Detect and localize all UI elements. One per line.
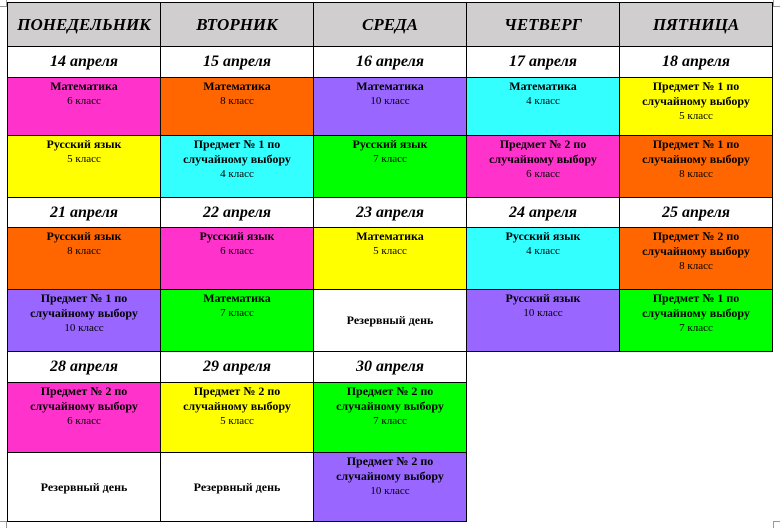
- lesson-subject: Математика: [509, 79, 577, 93]
- lesson-subject: Русский язык: [505, 291, 581, 305]
- lesson-grade: 5 класс: [679, 110, 713, 122]
- lesson-grade: 8 класс: [67, 245, 101, 257]
- lesson-subject: Предмет № 2 по случайному выбору: [489, 137, 597, 166]
- lesson-cell: [160, 227, 314, 290]
- lesson-subject: Предмет № 1 по случайному выбору: [642, 137, 750, 166]
- reserve-day-cell: [7, 452, 161, 522]
- lesson-subject: Предмет № 2 по случайному выбору: [336, 454, 444, 483]
- empty-cell: [466, 351, 773, 522]
- lesson-cell: [7, 135, 161, 198]
- date-cell: 17 апреля: [466, 46, 620, 78]
- lesson-grade: 5 класс: [67, 153, 101, 165]
- lesson-grade: 5 класс: [220, 415, 254, 427]
- page-corner-mark: [0, 521, 7, 528]
- lesson-cell: [160, 382, 314, 453]
- lesson-grade: 8 класс: [679, 168, 713, 180]
- lesson-subject: Предмет № 2 по случайному выбору: [183, 384, 291, 413]
- day-header: ПОНЕДЕЛЬНИК: [7, 2, 161, 47]
- lesson-subject: Русский язык: [46, 229, 122, 243]
- lesson-grade: 10 класс: [64, 322, 104, 334]
- lesson-cell: [160, 135, 314, 198]
- date-cell: 14 апреля: [7, 46, 161, 78]
- lesson-grade: 4 класс: [526, 245, 560, 257]
- lesson-cell: [313, 77, 467, 136]
- lesson-cell: [466, 135, 620, 198]
- lesson-cell: [7, 289, 161, 352]
- date-cell: 28 апреля: [7, 351, 161, 383]
- lesson-grade: 5 класс: [373, 245, 407, 257]
- lesson-grade: 7 класс: [679, 322, 713, 334]
- lesson-grade: 7 класс: [373, 153, 407, 165]
- lesson-subject: Математика: [203, 79, 271, 93]
- lesson-grade: 8 класс: [220, 95, 254, 107]
- lesson-grade: 7 класс: [373, 415, 407, 427]
- lesson-grade: 6 класс: [67, 415, 101, 427]
- schedule-table: [7, 2, 772, 521]
- date-cell: 30 апреля: [313, 351, 467, 383]
- lesson-subject: Предмет № 1 по случайному выбору: [183, 137, 291, 166]
- day-header: СРЕДА: [313, 2, 467, 47]
- lesson-subject: Предмет № 2 по случайному выбору: [642, 229, 750, 258]
- date-cell: 23 апреля: [313, 197, 467, 228]
- lesson-grade: 6 класс: [220, 245, 254, 257]
- lesson-grade: 8 класс: [679, 260, 713, 272]
- lesson-cell: [466, 289, 620, 352]
- lesson-subject: Математика: [356, 229, 424, 243]
- lesson-grade: 6 класс: [67, 95, 101, 107]
- date-cell: 16 апреля: [313, 46, 467, 78]
- date-cell: 25 апреля: [619, 197, 773, 228]
- lesson-cell: [619, 135, 773, 198]
- lesson-subject: Математика: [50, 79, 118, 93]
- lesson-cell: [7, 77, 161, 136]
- lesson-grade: 4 класс: [220, 168, 254, 180]
- lesson-subject: Резервный день: [40, 479, 128, 494]
- date-cell: 24 апреля: [466, 197, 620, 228]
- lesson-subject: Математика: [356, 79, 424, 93]
- lesson-grade: 4 класс: [526, 95, 560, 107]
- lesson-subject: Резервный день: [193, 479, 281, 494]
- lesson-subject: Русский язык: [352, 137, 428, 151]
- lesson-grade: 6 класс: [526, 168, 560, 180]
- page-corner-mark: [773, 0, 780, 7]
- lesson-subject: Русский язык: [46, 137, 122, 151]
- lesson-subject: Русский язык: [199, 229, 275, 243]
- date-cell: 18 апреля: [619, 46, 773, 78]
- lesson-grade: 10 класс: [370, 95, 410, 107]
- lesson-grade: 10 класс: [370, 485, 410, 497]
- day-header: ВТОРНИК: [160, 2, 314, 47]
- lesson-cell: [313, 135, 467, 198]
- lesson-cell: [466, 77, 620, 136]
- lesson-subject: Предмет № 2 по случайному выбору: [30, 384, 138, 413]
- lesson-cell: [619, 227, 773, 290]
- lesson-cell: [619, 77, 773, 136]
- lesson-subject: Резервный день: [346, 313, 434, 327]
- lesson-cell: [619, 289, 773, 352]
- lesson-cell: [466, 227, 620, 290]
- reserve-day-cell: [160, 452, 314, 522]
- day-header: ПЯТНИЦА: [619, 2, 773, 47]
- lesson-subject: Предмет № 1 по случайному выбору: [642, 291, 750, 320]
- lesson-cell: [313, 227, 467, 290]
- lesson-grade: 7 класс: [220, 307, 254, 319]
- date-cell: 21 апреля: [7, 197, 161, 228]
- lesson-subject: Русский язык: [505, 229, 581, 243]
- lesson-cell: [7, 227, 161, 290]
- reserve-day-cell: [313, 289, 467, 352]
- page-corner-mark: [0, 0, 7, 7]
- lesson-cell: [160, 77, 314, 136]
- lesson-subject: Предмет № 2 по случайному выбору: [336, 384, 444, 413]
- lesson-cell: [313, 382, 467, 453]
- page-corner-mark: [773, 521, 780, 528]
- lesson-grade: 10 класс: [523, 307, 563, 319]
- lesson-cell: [7, 382, 161, 453]
- date-cell: 15 апреля: [160, 46, 314, 78]
- day-header: ЧЕТВЕРГ: [466, 2, 620, 47]
- lesson-cell: [313, 452, 467, 522]
- lesson-subject: Предмет № 1 по случайному выбору: [30, 291, 138, 320]
- date-cell: 29 апреля: [160, 351, 314, 383]
- date-cell: 22 апреля: [160, 197, 314, 228]
- lesson-subject: Предмет № 1 по случайному выбору: [642, 79, 750, 108]
- lesson-subject: Математика: [203, 291, 271, 305]
- lesson-cell: [160, 289, 314, 352]
